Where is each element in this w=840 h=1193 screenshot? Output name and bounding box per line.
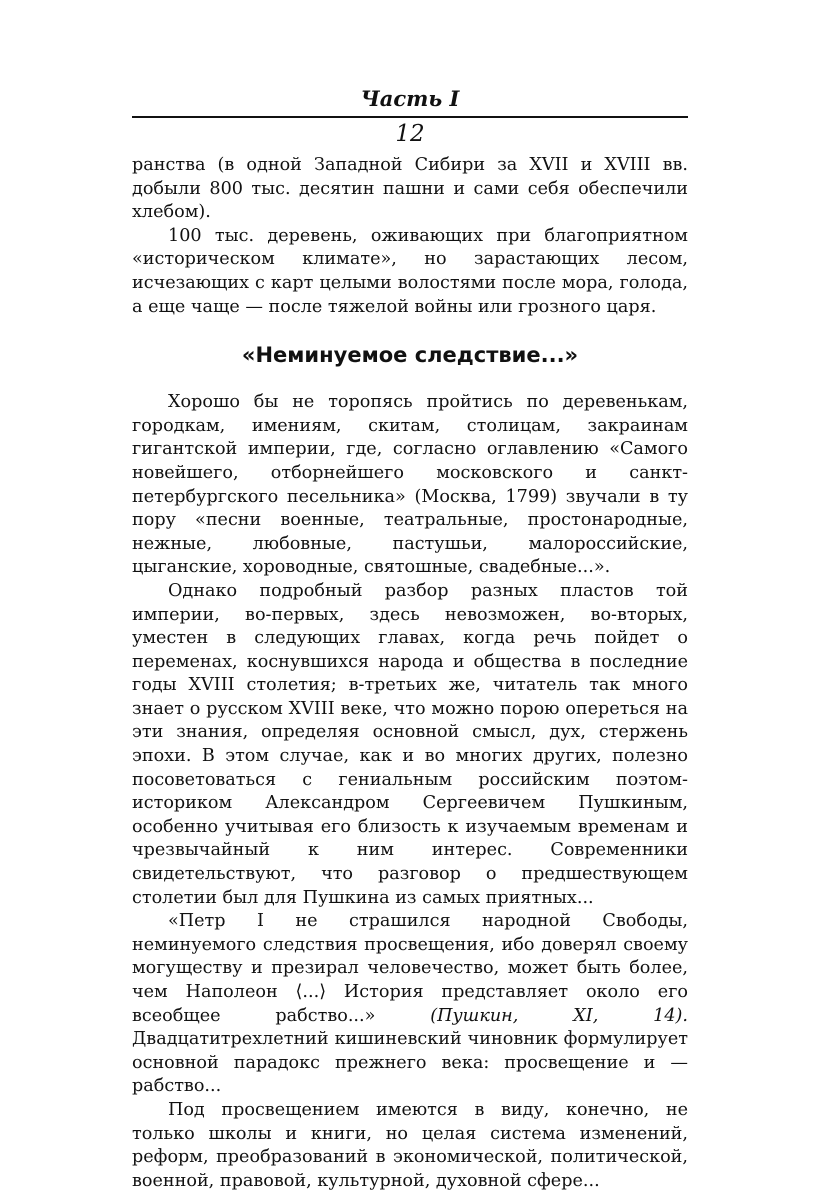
paragraph-pushkin-quote xyxy=(132,910,688,1099)
quote-commentary: Двадцатитрехлетний кишиневский чиновник формулирует основной парадокс прежнего века: просвещение и — рабство... xyxy=(132,1029,688,1097)
header-rule xyxy=(132,116,688,118)
quote-citation: (Пушкин, XI, 14). xyxy=(430,1005,688,1026)
paragraph-continuation: ранства (в одной Западной Сибири за XVII и XVIII вв. добыли 800 тыс. десятин пашни и сами себя обеспечили хлебом). xyxy=(132,155,688,223)
pushkin-quote: «Петр I не страшился народной Свободы, неминуемого следствия просвещения, ибо доверял своему могуществу и презирал человечество, может быть более, чем Наполеон ⟨...⟩ История представляет около его всеобщее рабство...» xyxy=(132,911,688,1026)
body-text xyxy=(132,154,688,1193)
page-number: 12 xyxy=(395,121,425,147)
paragraph-empire-layers: Однако подробный разбор разных пластов той империи, во-первых, здесь невозможен, во-вторых, уместен в следующих главах, когда речь пойдет о переменах, коснувшихся народа и общества в последние годы XVIII столетия; в-третьих же, читатель так много знает о русском XVIII веке, что можно порою опереться на эти знания, определяя основной смысл, дух, стержень эпохи. В этом случае, как и во многих других, полезно посоветоваться с гениальным российским поэтом-историком Александром Сергеевичем Пушкиным, особенно учитывая его близость к изучаемым временам и чрезвычайный к ним интерес. Современники свидетельствуют, что разговор о предшествующем столетии был для Пушкина из самых приятных... xyxy=(132,580,688,908)
running-head: Часть I xyxy=(360,86,460,111)
section-heading: «Неминуемое следствие...» xyxy=(241,343,579,368)
paragraph-villages: 100 тыс. деревень, оживающих при благоприятном «историческом климате», но зарастающих лесом, исчезающих с карт целыми волостями после мора, голода, а еще чаще — после тяжелой войны или грозного царя. xyxy=(132,225,688,317)
paragraph-songbook: Хорошо бы не торопясь пройтись по деревенькам, городкам, имениям, скитам, столицам, закраинам гигантской империи, где, согласно оглавлению «Самого новейшего, отборнейшего московского и санкт-петербургского песельника» (Москва, 1799) звучали в ту пору «песни военные, театральные, простонародные, нежные, любовные, пастушьи, малороссийские, цыганские, хороводные, святошные, свадебные...». xyxy=(132,392,688,578)
paragraph-enlightenment: Под просвещением имеются в виду, конечно, не только школы и книги, но целая система изменений, реформ, преобразований в экономической, политической, военной, правовой, культурной, духовной сфере... xyxy=(132,1099,688,1191)
